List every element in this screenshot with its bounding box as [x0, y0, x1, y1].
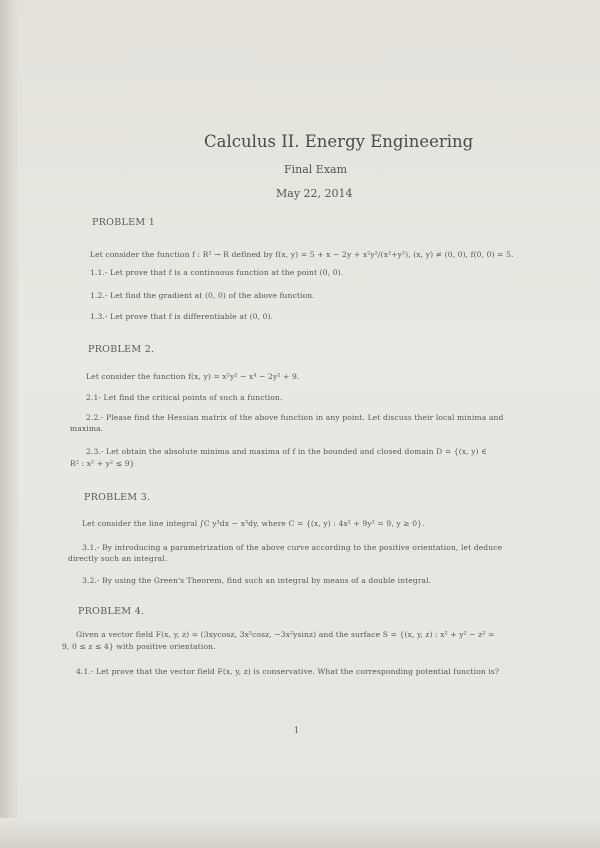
problem-3-part-1: 3.1.- By introducing a parametrization of the above curve according to the positive orientation, let deduce: [82, 543, 503, 552]
problem-3-heading: PROBLEM 3.: [84, 492, 151, 503]
problem-2-part-3-cont: R² : x² + y² ≤ 9}: [70, 459, 135, 468]
problem-4-heading: PROBLEM 4.: [78, 606, 145, 617]
problem-2-statement: Let consider the function f(x, y) = x²y² − x⁴ − 2y² + 9.: [86, 372, 300, 381]
problem-3-part-1-cont: directly such an integral.: [68, 554, 168, 563]
scan-shadow-bottom: [0, 818, 600, 848]
problem-2-part-2-cont: maxima.: [70, 424, 104, 433]
problem-1-part-2: 1.2.- Let find the gradient at (0, 0) of the above function.: [90, 291, 315, 300]
problem-2-part-2: 2.2.- Please find the Hessian matrix of the above function in any point. Let discuss their local minima and: [86, 413, 504, 422]
problem-2-part-3: 2.3.- Let obtain the absolute minima and maxima of f in the bounded and closed domain D = {(x, y) ∈: [86, 447, 487, 456]
page-title: Calculus II. Energy Engineering: [204, 132, 474, 151]
problem-1-heading: PROBLEM 1: [92, 217, 156, 228]
problem-4-part-1: 4.1.- Let prove that the vector field F(x, y, z) is conservative. What the corresponding potential function is?: [76, 667, 500, 676]
problem-1-part-1: 1.1.- Let prove that f is a continuous function at the point (0, 0).: [90, 268, 344, 277]
exam-subtitle: Final Exam: [284, 163, 348, 176]
exam-date: May 22, 2014: [276, 187, 353, 200]
problem-3-statement: Let consider the line integral ∫C y³dx − x³dy, where C = {(x, y) : 4x² + 9y² = 9, y ≥ 0}.: [82, 519, 425, 528]
scan-shadow-left: [0, 0, 18, 848]
problem-4-statement: Given a vector field F(x, y, z) = (3xycosz, 3x²cosz, −3x²ysinz) and the surface S = {(x, y, z) : x² + y² − z² =: [76, 630, 495, 639]
problem-2-part-1: 2.1- Let find the critical points of such a function.: [86, 393, 283, 402]
problem-1-part-3: 1.3.- Let prove that f is differentiable at (0, 0).: [90, 312, 274, 321]
problem-1-statement: Let consider the function f : R² → R defined by f(x, y) = 5 + x − 2y + x²y²/(x²+y²), (x, y) ≠ (0, 0), f(0, 0) = 5.: [90, 250, 514, 259]
problem-3-part-2: 3.2.- By using the Green's Theorem, find such an integral by means of a double integral.: [82, 576, 432, 585]
problem-4-statement-cont: 9, 0 ≤ z ≤ 4} with positive orientation.: [62, 642, 216, 651]
problem-2-heading: PROBLEM 2.: [88, 344, 155, 355]
page-number: 1: [294, 726, 300, 735]
